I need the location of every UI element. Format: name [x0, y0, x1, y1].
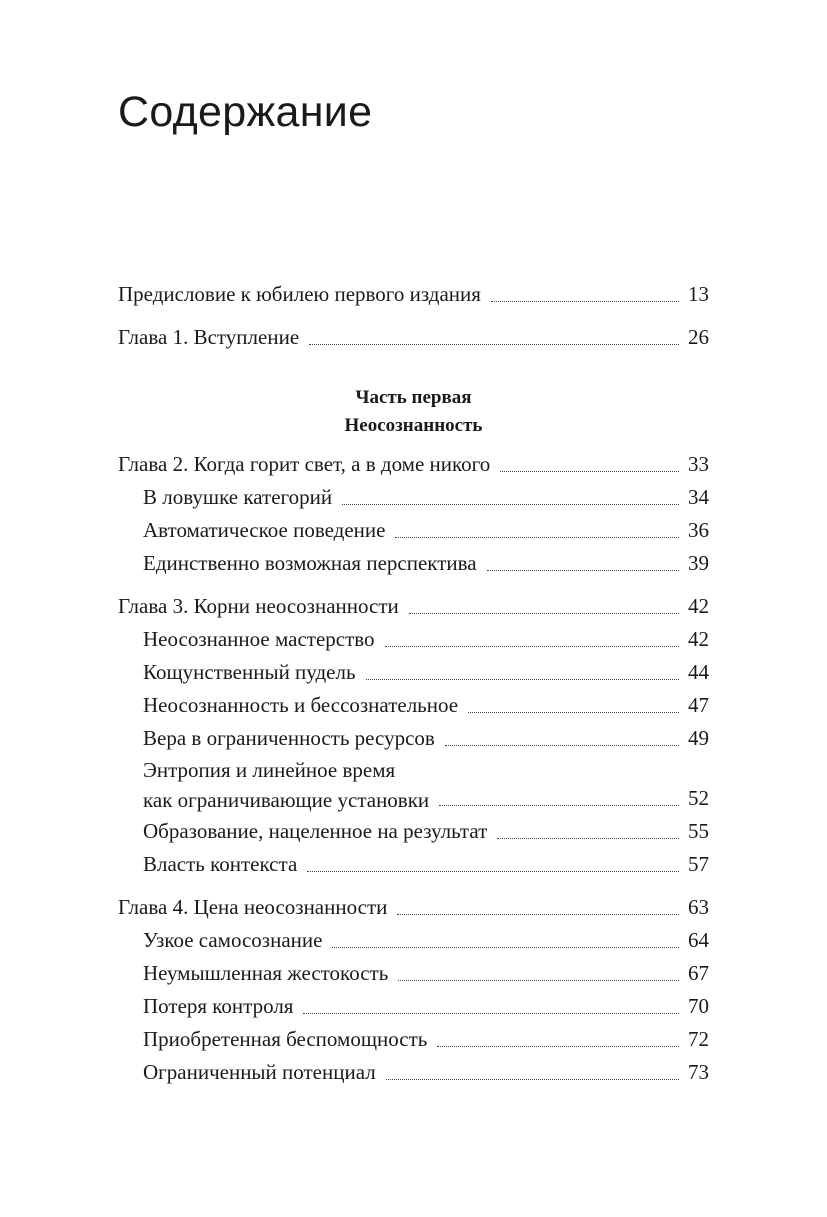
- toc-entry-label: Глава 1. Вступление: [118, 325, 300, 349]
- toc-page-number: 73: [688, 1060, 709, 1084]
- toc-entry-chapter-1[interactable]: [118, 321, 709, 354]
- toc-entry-label: Потеря контроля: [143, 994, 294, 1018]
- part-number: Часть первая: [355, 387, 472, 408]
- toc-entry-label: Образование, нацеленное на результат: [143, 819, 488, 843]
- toc-page-number: 49: [688, 726, 709, 750]
- toc-page-number: 52: [688, 786, 709, 810]
- toc-subentry[interactable]: [118, 755, 709, 815]
- dot-leader: [437, 1046, 679, 1047]
- toc-entry-label: Единственно возможная перспектива: [143, 551, 477, 575]
- toc-page-number: 13: [688, 282, 709, 306]
- dot-leader: [487, 570, 679, 571]
- toc-page-number: 63: [688, 895, 709, 919]
- toc-subentry[interactable]: [118, 990, 709, 1023]
- toc-subentry[interactable]: [118, 547, 709, 580]
- toc-entry-label: Предисловие к юбилею первого издания: [118, 282, 481, 306]
- dot-leader: [445, 745, 679, 746]
- dot-leader: [366, 679, 679, 680]
- dot-leader: [385, 646, 679, 647]
- dot-leader: [303, 1013, 679, 1014]
- toc-entry-label: [143, 755, 429, 815]
- toc-entry-label: Автоматическое поведение: [143, 518, 386, 542]
- toc-entry-label: Неосознанное мастерство: [143, 627, 375, 651]
- toc-entry-chapter-3[interactable]: [118, 590, 709, 623]
- dot-leader: [397, 914, 679, 915]
- toc-entry-label-line: как ограничивающие установки: [143, 788, 430, 812]
- dot-leader: [386, 1079, 679, 1080]
- toc-entry-label: Кощунственный пудель: [143, 660, 356, 684]
- toc-page-number: 36: [688, 518, 709, 542]
- toc-subentry[interactable]: [118, 514, 709, 547]
- toc-page-number: 42: [688, 627, 709, 651]
- toc-entry-preface[interactable]: [118, 278, 709, 311]
- dot-leader: [409, 613, 679, 614]
- toc-subentry[interactable]: [118, 689, 709, 722]
- table-of-contents: [118, 278, 709, 1089]
- toc-subentry[interactable]: [118, 815, 709, 848]
- toc-entry-label: Власть контекста: [143, 852, 298, 876]
- toc-page-number: 39: [688, 551, 709, 575]
- toc-subentry[interactable]: [118, 623, 709, 656]
- dot-leader: [307, 871, 679, 872]
- toc-page-number: 72: [688, 1027, 709, 1051]
- toc-page-number: 47: [688, 693, 709, 717]
- toc-entry-label-line: Энтропия и линейное время: [143, 758, 396, 782]
- toc-page-number: 57: [688, 852, 709, 876]
- toc-entry-label: Неумышленная жестокость: [143, 961, 389, 985]
- toc-entry-label: Приобретенная беспомощность: [143, 1027, 428, 1051]
- toc-subentry[interactable]: [118, 957, 709, 990]
- toc-page-number: 70: [688, 994, 709, 1018]
- toc-entry-chapter-4[interactable]: [118, 891, 709, 924]
- toc-subentry[interactable]: [118, 848, 709, 881]
- toc-entry-label: Неосознанность и бессознательное: [143, 693, 459, 717]
- toc-entry-chapter-2[interactable]: [118, 448, 709, 481]
- dot-leader: [309, 344, 679, 345]
- toc-entry-label: Глава 3. Корни неосознанности: [118, 594, 399, 618]
- toc-page-number: 64: [688, 928, 709, 952]
- toc-subentry[interactable]: [118, 1056, 709, 1089]
- toc-page-number: 33: [688, 452, 709, 476]
- part-heading: [118, 384, 709, 440]
- dot-leader: [332, 947, 679, 948]
- toc-subentry[interactable]: [118, 722, 709, 755]
- dot-leader: [342, 504, 679, 505]
- toc-page-number: 26: [688, 325, 709, 349]
- dot-leader: [439, 805, 679, 806]
- toc-page-number: 55: [688, 819, 709, 843]
- dot-leader: [491, 301, 679, 302]
- dot-leader: [500, 471, 679, 472]
- dot-leader: [395, 537, 679, 538]
- page-title: Содержание: [118, 88, 373, 136]
- toc-page-number: 42: [688, 594, 709, 618]
- toc-subentry[interactable]: [118, 481, 709, 514]
- toc-entry-label: Глава 2. Когда горит свет, а в доме никого: [118, 452, 491, 476]
- toc-entry-label: Узкое самосознание: [143, 928, 323, 952]
- toc-entry-label: В ловушке категорий: [143, 485, 333, 509]
- dot-leader: [497, 838, 679, 839]
- dot-leader: [398, 980, 679, 981]
- toc-entry-label: Вера в ограниченность ресурсов: [143, 726, 435, 750]
- part-title: Неосознанность: [344, 415, 483, 436]
- toc-page-number: 34: [688, 485, 709, 509]
- toc-page-number: 67: [688, 961, 709, 985]
- toc-entry-label: Глава 4. Цена неосознанности: [118, 895, 388, 919]
- dot-leader: [468, 712, 679, 713]
- toc-subentry[interactable]: [118, 1023, 709, 1056]
- toc-entry-label: Ограниченный потенциал: [143, 1060, 376, 1084]
- toc-page-number: 44: [688, 660, 709, 684]
- toc-subentry[interactable]: [118, 656, 709, 689]
- toc-subentry[interactable]: [118, 924, 709, 957]
